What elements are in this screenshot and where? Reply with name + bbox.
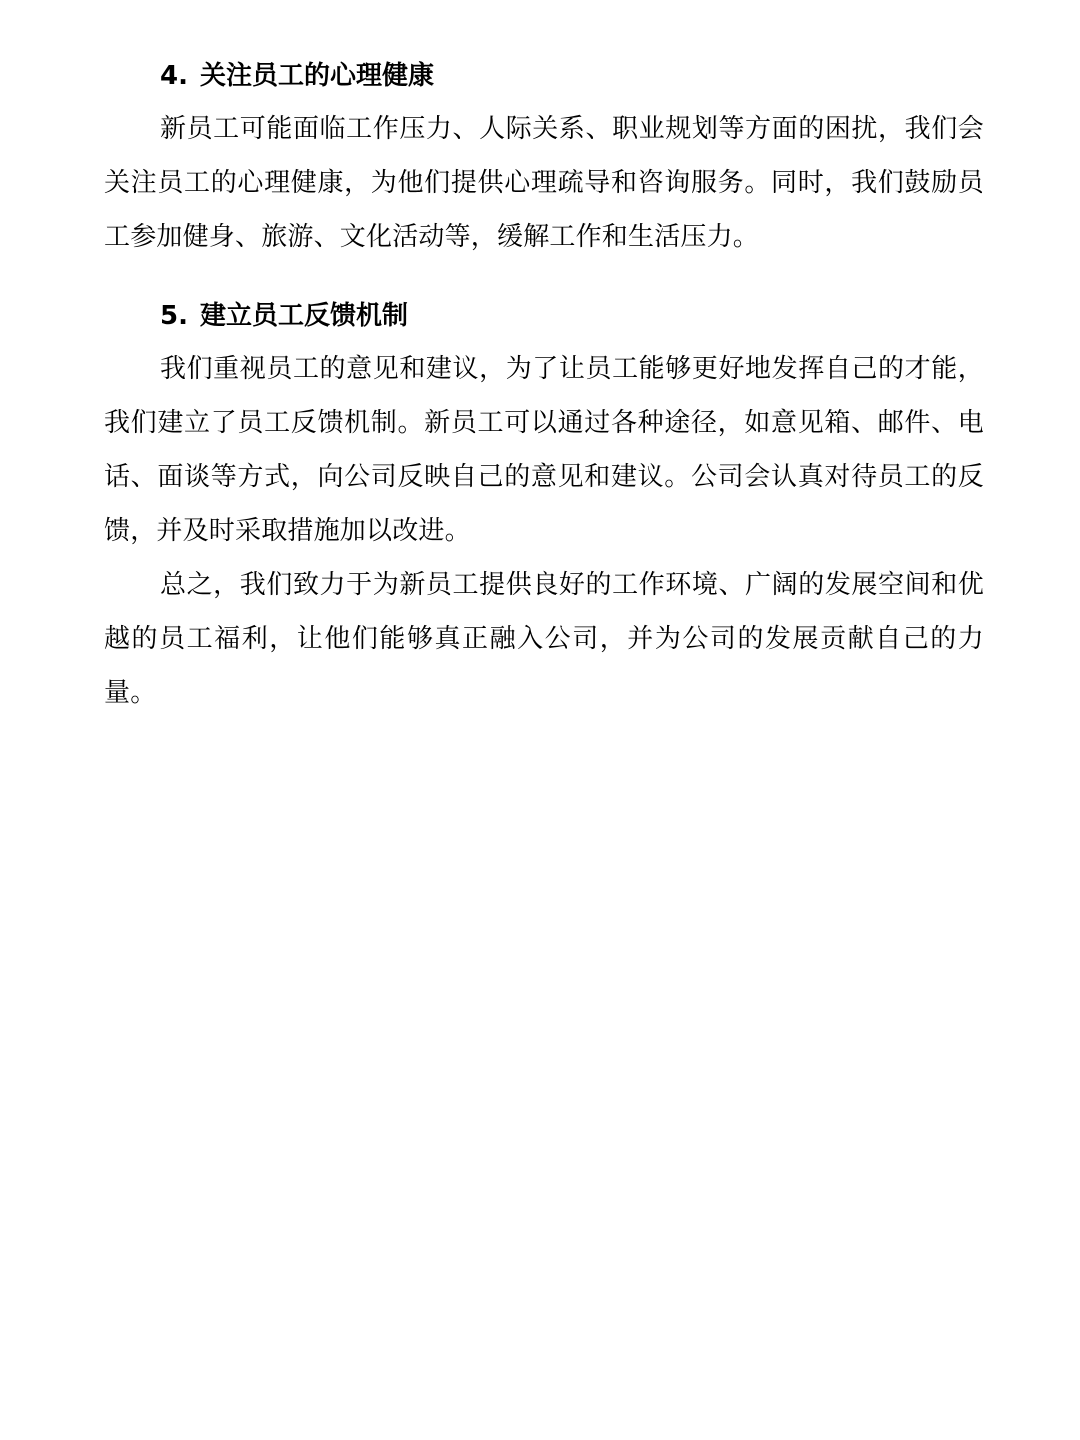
paragraph: 新员工可能面临工作压力、人际关系、职业规划等方面的困扰，我们会关注员工的心理健康，为他们提供心理疏导和咨询服务。同时，我们鼓励员工参加健身、旅游、文化活动等，缓解工作和生活压力。	[104, 114, 984, 252]
section-number: 5.	[160, 301, 188, 331]
section-number: 4.	[160, 61, 188, 91]
paragraph: 我们重视员工的意见和建议，为了让员工能够更好地发挥自己的才能，我们建立了员工反馈机制。新员工可以通过各种途径，如意见箱、邮件、电话、面谈等方式，向公司反映自己的意见和建议。公司会认真对待员工的反馈，并及时采取措施加以改进。	[104, 354, 984, 546]
section-heading-4	[104, 50, 984, 102]
section-title: 关注员工的心理健康	[199, 61, 434, 91]
document-content	[104, 50, 984, 720]
section-title: 建立员工反馈机制	[199, 301, 408, 331]
section-spacer	[104, 264, 984, 290]
paragraph: 总之，我们致力于为新员工提供良好的工作环境、广阔的发展空间和优越的员工福利，让他们能够真正融入公司，并为公司的发展贡献自己的力量。	[104, 570, 984, 708]
section-heading-5	[104, 290, 984, 342]
